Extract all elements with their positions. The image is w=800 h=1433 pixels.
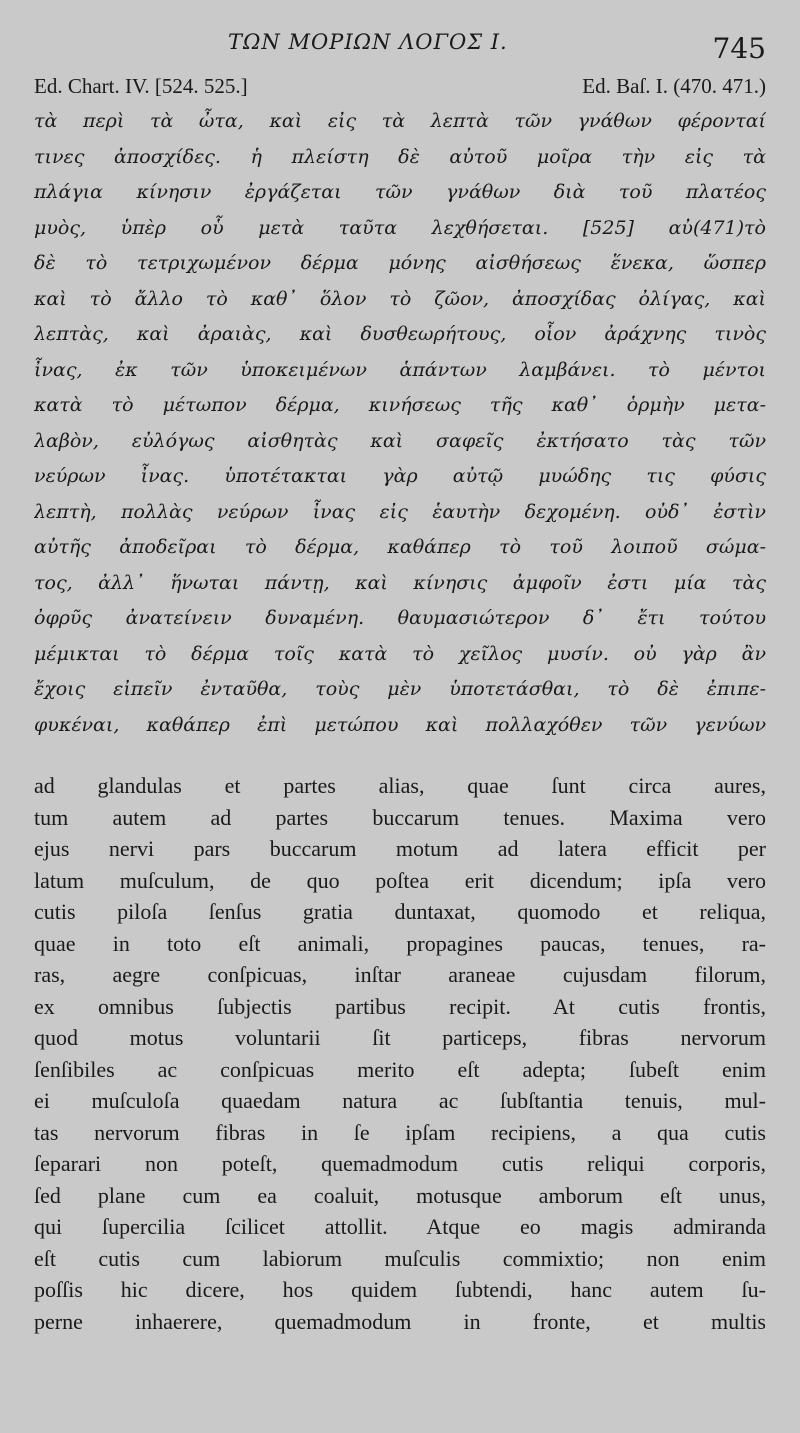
greek-text-line: κατὰ τὸ μέτωπον δέρμα, κινήσεως τῆς καθ᾽ ὁρμὴν μετα- [34, 394, 766, 416]
latin-text-line: poſſis hic dicere, hos quidem ſubtendi, hanc autem ſu- [34, 1277, 766, 1302]
latin-text-line: ei muſculoſa quaedam natura ac ſubſtantia tenuis, mul- [34, 1088, 766, 1113]
greek-text-line: ἔχοις εἰπεῖν ἐνταῦθα, τοὺς μὲν ὑποτετάσθαι, τὸ δὲ ἐπιπε- [34, 678, 766, 700]
latin-text-line: tum autem ad partes buccarum tenues. Maxima vero [34, 804, 766, 830]
latin-text-line: ex omnibus ſubjectis partibus recipit. At cutis frontis, [34, 993, 766, 1019]
running-title: ΤΩΝ ΜΟΡΙΩΝ ΛΟΓΟΣ Ι. [228, 30, 508, 54]
latin-text-line: quod motus voluntarii ſit particeps, fibras nervorum [34, 1025, 766, 1050]
greek-text-line: τος, ἀλλ᾽ ἥνωται πάντῃ, καὶ κίνησις ἀμφοῖν ἐστι μία τὰς [34, 571, 766, 594]
greek-text-line: τινες ἀποσχίδες. ἡ πλείστη δὲ αὐτοῦ μοῖρα τὴν εἰς τὰ [34, 145, 766, 168]
edition-reference-basel: Ed. Baſ. I. (470. 471.) [582, 74, 766, 98]
greek-text-line: μυὸς, ὑπὲρ οὗ μετὰ ταῦτα λεχθήσεται. [525] αὐ(471)τὸ [34, 216, 766, 239]
greek-text-line: μέμικται τὸ δέρμα τοῖς κατὰ τὸ χεῖλος μυσίν. οὐ γὰρ ἂν [34, 642, 766, 665]
latin-text-line: ras, aegre conſpicuas, inſtar araneae cujusdam filorum, [34, 962, 766, 987]
page-number: 745 [712, 32, 766, 65]
greek-text-line: δὲ τὸ τετριχωμένον δέρμα μόνης αἰσθήσεως ἕνεκα, ὥσπερ [34, 252, 766, 274]
latin-text-line: ejus nervi pars buccarum motum ad latera efficit per [34, 836, 766, 861]
latin-text-line: ſenſibiles ac conſpicuas merito eſt adepta; ſubeſt enim [34, 1056, 766, 1082]
greek-text-line: καὶ τὸ ἄλλο τὸ καθ᾽ ὅλον τὸ ζῶον, ἀποσχίδας ὀλίγας, καὶ [34, 287, 766, 310]
greek-text-line: λαβὸν, εὐλόγως αἰσθητὰς καὶ σαφεῖς ἐκτήσατο τὰς τῶν [34, 429, 766, 452]
greek-text-block [34, 104, 766, 743]
latin-text-line: ad glandulas et partes alias, quae ſunt circa aures, [34, 773, 766, 798]
greek-text-line: φυκέναι, καθάπερ ἐπὶ μετώπου καὶ πολλαχόθεν τῶν γενύων [34, 713, 766, 736]
latin-text-line: qui ſupercilia ſcilicet attollit. Atque eo magis admiranda [34, 1214, 766, 1239]
greek-text-line: ἶνας, ἐκ τῶν ὑποκειμένων ἁπάντων λαμβάνει. τὸ μέντοι [34, 358, 766, 381]
edition-reference-chartier: Ed. Chart. IV. [524. 525.] [34, 74, 248, 98]
greek-text-line: λεπτὴ, πολλὰς νεύρων ἶνας εἰς ἑαυτὴν δεχομένη. οὐδ᾽ ἐστὶν [34, 500, 766, 523]
greek-text-line: πλάγια κίνησιν ἐργάζεται τῶν γνάθων διὰ τοῦ πλατέος [34, 181, 766, 203]
latin-text-line: eſt cutis cum labiorum muſculis commixtio; non enim [34, 1245, 766, 1271]
latin-text-line: cutis piloſa ſenſus gratia duntaxat, quomodo et reliqua, [34, 899, 766, 924]
running-head [0, 30, 800, 66]
greek-text-line: νεύρων ἶνας. ὑποτέτακται γὰρ αὐτῷ μυώδης τις φύσις [34, 465, 766, 487]
latin-text-line: quae in toto eſt animali, propagines paucas, tenues, ra- [34, 930, 766, 956]
latin-text-block [34, 770, 766, 1337]
latin-text-line: perne inhaerere, quemadmodum in fronte, et multis [34, 1308, 766, 1334]
greek-text-line: αὐτῆς ἀποδεῖραι τὸ δέρμα, καθάπερ τὸ τοῦ λοιποῦ σώμα- [34, 536, 766, 558]
latin-text-line: ſeparari non poteſt, quemadmodum cutis reliqui corporis, [34, 1151, 766, 1176]
latin-text-line: tas nervorum fibras in ſe ipſam recipiens, a qua cutis [34, 1119, 766, 1145]
edition-reference-line [34, 74, 766, 102]
greek-text-line: ὀφρῦς ἀνατείνειν δυναμένη. θαυμασιώτερον δ᾽ ἔτι τούτου [34, 607, 766, 629]
latin-text-line: latum muſculum, de quo poſtea erit dicendum; ipſa vero [34, 867, 766, 893]
greek-text-line: λεπτὰς, καὶ ἀραιὰς, καὶ δυσθεωρήτους, οἷον ἀράχνης τινὸς [34, 323, 766, 345]
latin-text-line: ſed plane cum ea coaluit, motusque amborum eſt unus, [34, 1182, 766, 1208]
greek-text-line: τὰ περὶ τὰ ὦτα, καὶ εἰς τὰ λεπτὰ τῶν γνάθων φέρονταί [34, 110, 766, 132]
